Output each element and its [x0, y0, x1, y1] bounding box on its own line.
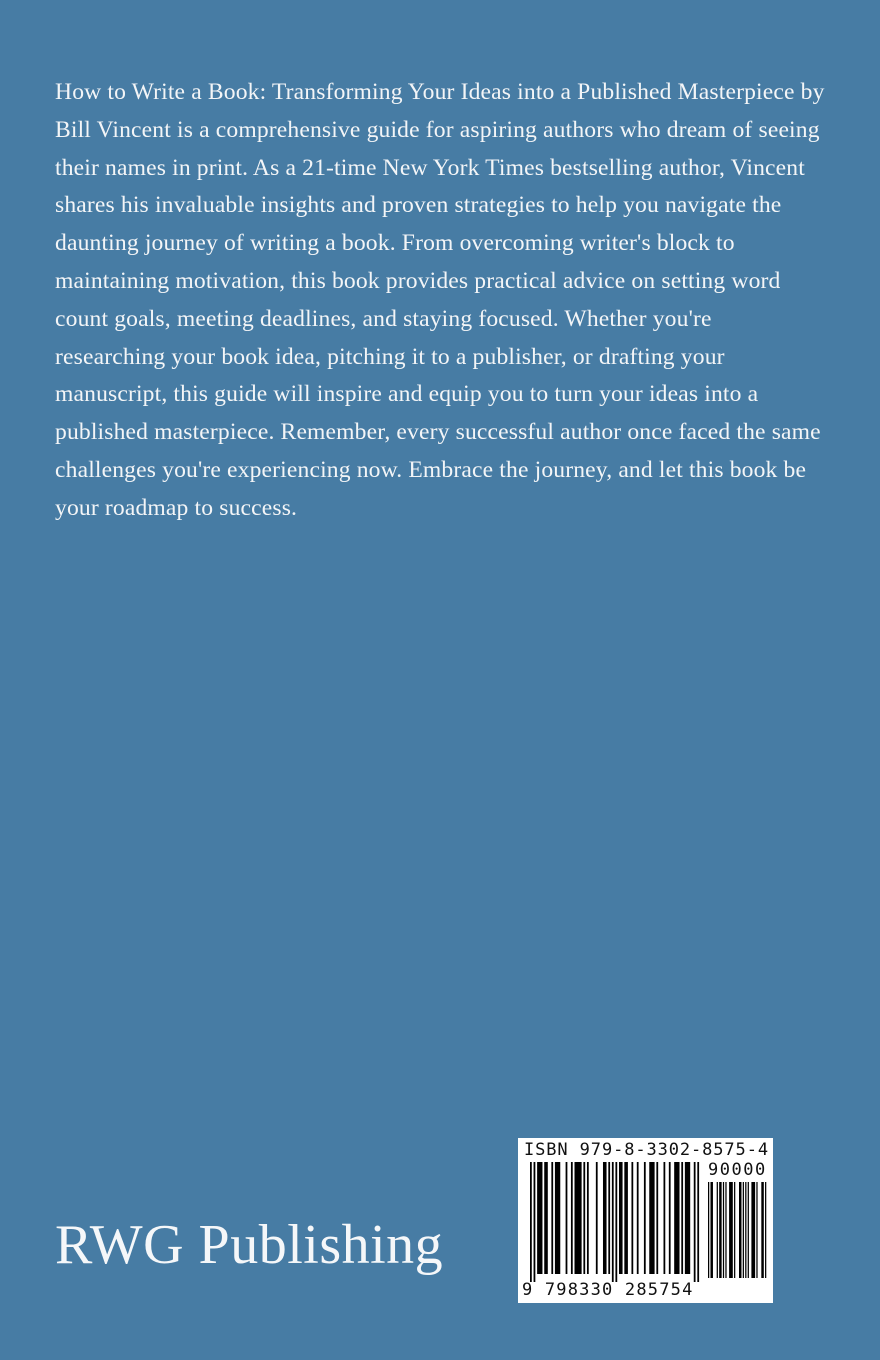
barcode-bar [551, 1162, 553, 1274]
barcode-bar [664, 1162, 666, 1274]
barcode-bar [729, 1182, 733, 1278]
barcode-bar [644, 1162, 646, 1274]
barcode-bar [739, 1182, 741, 1278]
barcode-bar [544, 1162, 548, 1274]
main-barcode-bars [530, 1162, 699, 1282]
barcode-bar [575, 1162, 582, 1274]
barcode-bar [685, 1162, 690, 1274]
barcode-bar [765, 1182, 766, 1278]
barcode-bar [566, 1162, 568, 1274]
barcode-bar [723, 1182, 724, 1278]
barcode-bar [649, 1162, 654, 1274]
barcode-bar [615, 1162, 617, 1282]
barcode-bar [669, 1162, 671, 1274]
addon-label: 90000 [708, 1160, 767, 1180]
barcode-bar [717, 1182, 718, 1278]
book-description: How to Write a Book: Transforming Your Ideas into a Published Masterpiece by Bill Vincent is a comprehensive guide for aspiring authors who dream of seeing their names in print. As a 21-time New York Times bestselling author, Vincent shares his invaluable insights and proven strategies to help you navigate the daunting journey of writing a book. From overcoming writer's block to maintaining motivation, this book provides practical advice on setting word count goals, meeting deadlines, and staying focused. Whether you're researching your book idea, pitching it to a publisher, or drafting your manuscript, this guide will inspire and equip you to turn your ideas into a published masterpiece. Remember, every successful author once faced the same challenges you're experiencing now. Embrace the journey, and let this book be your roadmap to success. [55, 79, 825, 521]
barcode-bar [596, 1162, 598, 1274]
barcode-bar [624, 1162, 628, 1274]
barcode-bar [608, 1162, 610, 1274]
barcode-bar [530, 1162, 532, 1282]
barcode-bar [681, 1162, 683, 1274]
barcode-bar [734, 1182, 735, 1278]
barcode-bar [537, 1162, 542, 1274]
barcode-bar [534, 1162, 536, 1282]
barcode-bar [743, 1182, 744, 1278]
barcode-bar [612, 1162, 614, 1282]
barcode-bar [583, 1162, 585, 1274]
barcode-bar [710, 1182, 712, 1278]
addon-barcode-bars [708, 1182, 766, 1278]
isbn-barcode [518, 1138, 773, 1303]
barcode-bar [571, 1162, 573, 1274]
barcode-bar [587, 1162, 589, 1274]
barcode-bar [694, 1162, 696, 1282]
barcode-bar [631, 1162, 633, 1274]
barcode-bar [656, 1162, 658, 1274]
barcode-bar [619, 1162, 623, 1274]
barcode-bar [761, 1182, 763, 1278]
barcode-bar [756, 1182, 757, 1278]
barcode-bar [751, 1182, 755, 1278]
barcode-bar [697, 1162, 699, 1282]
barcode-digits: 9 798330 285754 [522, 1280, 694, 1300]
barcode-bar [603, 1162, 607, 1274]
publisher-name: RWG Publishing [55, 1214, 444, 1276]
barcode-bar [745, 1182, 746, 1278]
barcode-bar [674, 1162, 679, 1274]
barcode-bar [725, 1182, 726, 1278]
barcode-bar [748, 1182, 749, 1278]
barcode-bar [719, 1182, 721, 1278]
isbn-label: ISBN 979-8-3302-8575-4 [524, 1140, 769, 1160]
barcode-bar [637, 1162, 639, 1274]
barcode-bar [555, 1162, 560, 1274]
barcode-bar [708, 1182, 709, 1278]
